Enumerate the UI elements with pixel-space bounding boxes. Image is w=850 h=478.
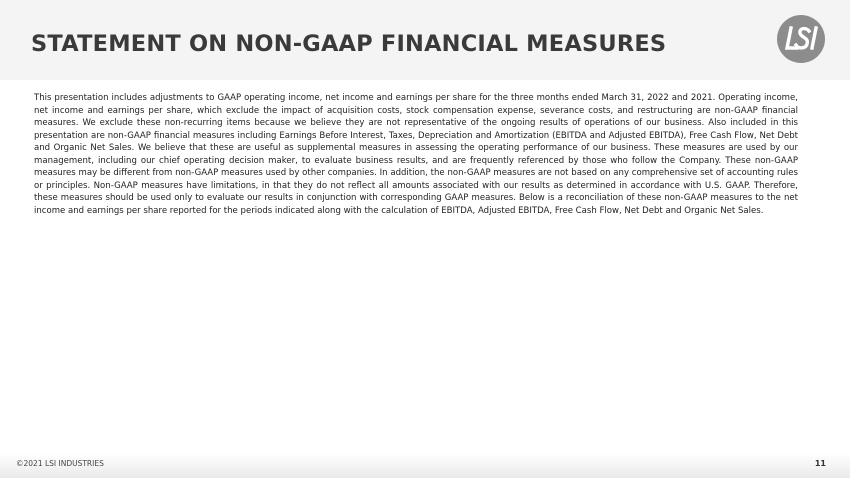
logo-label: LSI xyxy=(801,62,803,63)
footer-band xyxy=(0,453,850,478)
disclosure-paragraph: This presentation includes adjustments to GAAP operating income, net income and earnings per share for the three months ended March 31, 2022 and 2021. Operating income, net income and earnings per share, which exclude the impact of acquisition costs, stock compensation expense, severance costs, and restructuring are non-GAAP financial measures. We exclude these non-recurring items because we believe they are not representative of the ongoing results of operations of our business. Also included in this presentation are non-GAAP financial measures including Earnings Before Interest, Taxes, Depreciation and Amortization (EBITDA and Adjusted EBITDA), Free Cash Flow, Net Debt and Organic Net Sales. We believe that these are useful as supplemental measures in assessing the operating performance of our business. These measures are used by our management, including our chief operating decision maker, to evaluate business results, and are frequently referenced by those who follow the Company. These non-GAAP measures may be different from non-GAAP measures used by other companies. In addition, the non-GAAP measures are not based on any comprehensive set of accounting rules or principles. Non-GAAP measures have limitations, in that they do not reflect all amounts associated with our results as determined in accordance with U.S. GAAP. Therefore, these measures should be used only to evaluate our results in conjunction with corresponding GAAP measures. Below is a reconciliation of these non-GAAP measures to the net income and earnings per share reported for the periods indicated along with the calculation of EBITDA, Adjusted EBITDA, Free Cash Flow, Net Debt and Organic Net Sales. xyxy=(34,93,798,216)
page-number: 11 xyxy=(814,459,826,468)
copyright-text: ©2021 LSI INDUSTRIES xyxy=(16,459,104,468)
page-title: STATEMENT ON NON-GAAP FINANCIAL MEASURES xyxy=(31,31,667,57)
lsi-logo xyxy=(776,14,826,64)
